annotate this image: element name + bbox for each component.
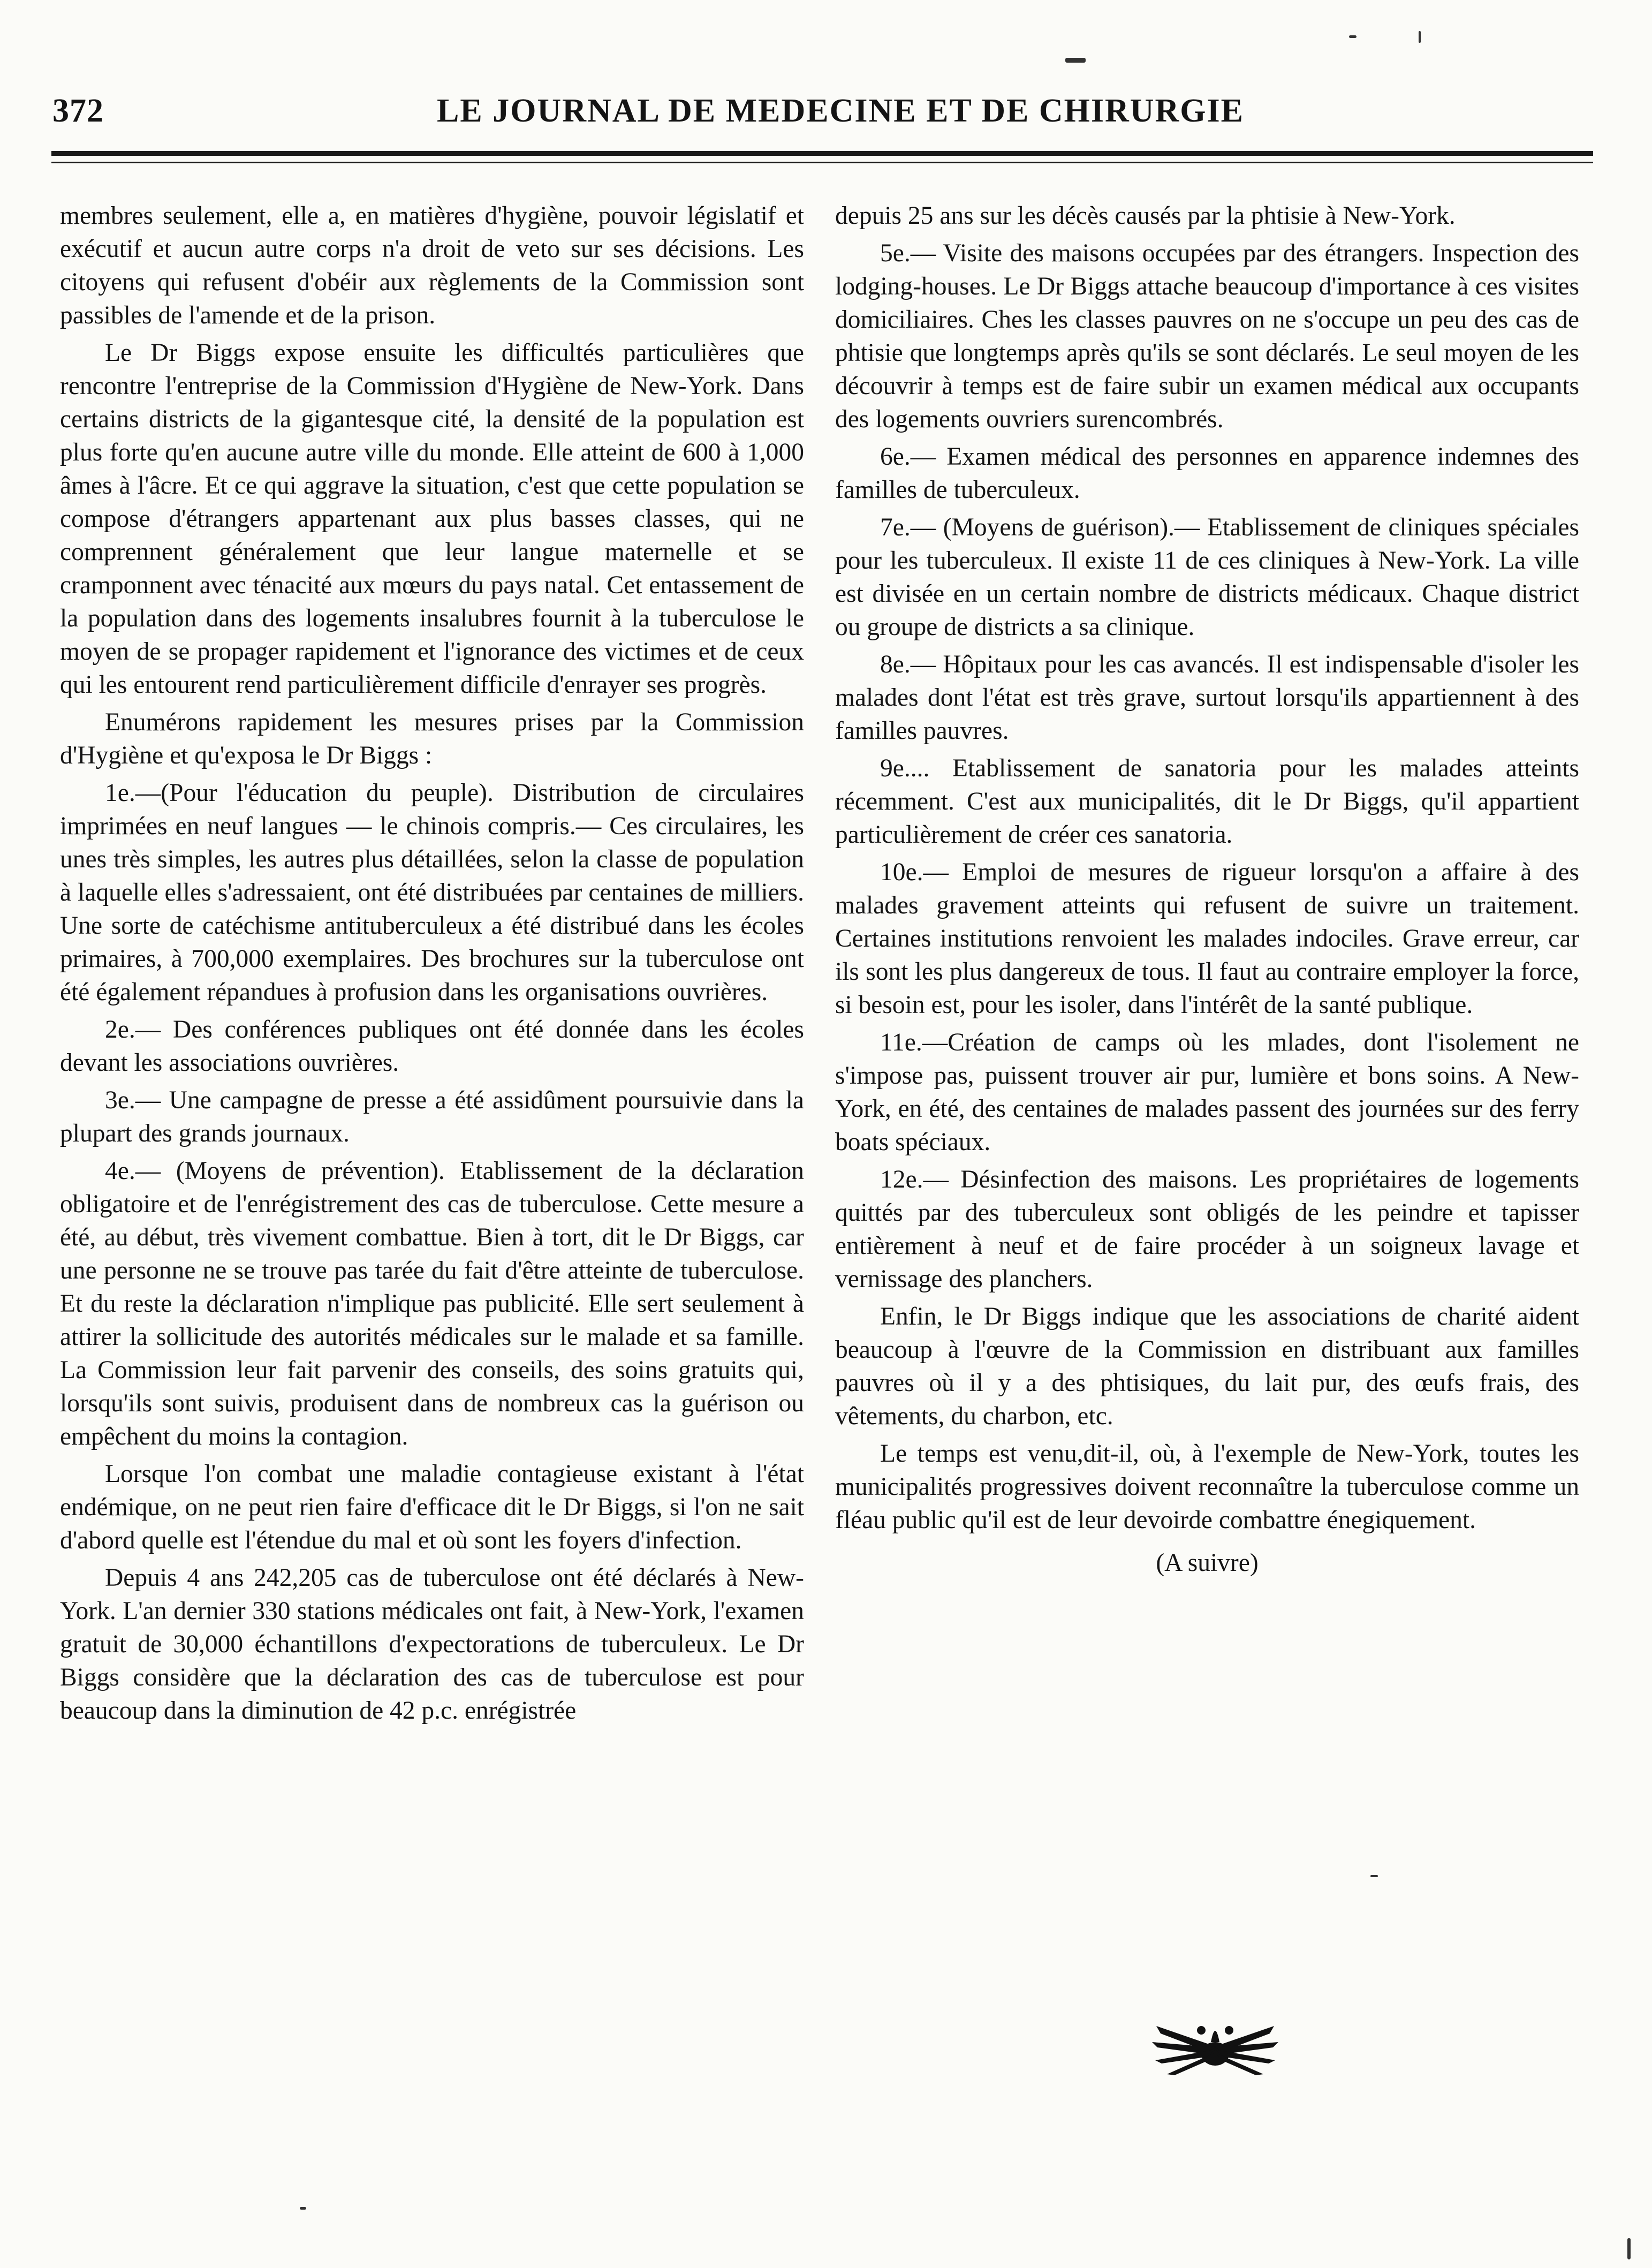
measure-item-4: 4e.— (Moyens de prévention). Etablissement de la déclaration obligatoire et de l'enrégistrement des cas de tuberculose. Cette mesure a été, au début, très vivement combattue. Bien à tort, dit le Dr Biggs, car une personne ne se trouve pas tarée du fait d'être atteinte de tuberculose. Et du reste la déclaration n'implique pas publicité. Elle sert seulement à attirer la sollicitude des autorités médicales sur le malade et sa famille. La Commission leur fait parvenir des conseils, des soins gratuits qui, lorsqu'ils sont suivis, produisent dans de nombreux cas la guérison ou empêchent du moins la contagion. xyxy=(60,1157,804,1450)
body-paragraph: Le Dr Biggs expose ensuite les difficultés particulières que rencontre l'entreprise de la Commission d'Hygiène de New-York. Dans certains districts de la gigantesque cité, la densité de la population est plus forte qu'en aucune autre ville du monde. Elle atteint de 600 à 1,000 âmes à l'âcre. Et ce qui aggrave la situation, c'est que cette population se compose d'étrangers appartenant aux plus basses classes, qui ne comprennent généralement que leur langue maternelle et se cramponnent avec ténacité aux mœurs du pays natal. Cet entassement de la population dans des logements insalubres fournit à la tuberculose le moyen de se propager rapidement et l'ignorance des victimes et de ceux qui les entourent rend particulièrement difficile d'enrayer ses progrès. xyxy=(60,339,804,699)
measure-item-5: 5e.— Visite des maisons occupées par des étrangers. Inspection des lodging-houses. Le Dr Biggs attache beaucoup d'importance à ces visites domiciliaires. Ches les classes pauvres on ne s'occupe un peu des cas de phtisie que longtemps après qu'ils se sont déclarés. Le seul moyen de les découvrir à temps est de faire subir un examen médical aux occupants des logements ouvriers surencombrés. xyxy=(835,239,1579,433)
body-paragraph: Le temps est venu,dit-il, où, à l'exemple de New-York, toutes les municipalités progressives doivent reconnaître la tuberculose comme un fléau public qu'il est de leur devoirde combattre énegiquement. xyxy=(835,1440,1579,1534)
print-speck xyxy=(1627,2238,1631,2259)
measure-item-11: 11e.—Création de camps où les mlades, dont l'isolement ne s'impose pas, puissent trouver air pur, lumière et bons soins. A New-York, en été, des centaines de malades passent des journées sur des ferry boats spéciaux. xyxy=(835,1029,1579,1156)
body-paragraph: Lorsque l'on combat une maladie contagieuse existant à l'état endémique, on ne peut rien faire d'efficace dit le Dr Biggs, si l'on ne sait d'abord quelle est l'étendue du mal et où sont les foyers d'infection. xyxy=(60,1460,804,1554)
measure-item-3: 3e.— Une campagne de presse a été assidûment poursuivie dans la plupart des grands journaux. xyxy=(60,1086,804,1147)
body-paragraph: membres seulement, elle a, en matières d'hygiène, pouvoir législatif et exécutif et aucun autre corps n'a droit de veto sur ses décisions. Les citoyens qui refusent d'obéir aux règlements de la Commission sont passibles de l'amende et de la prison. xyxy=(60,202,804,329)
left-column xyxy=(60,199,804,2180)
measure-item-12: 12e.— Désinfection des maisons. Les propriétaires de logements quittés par des tuberculeux sont obligés de les peindre et tapisser entièrement à neuf et de faire procéder à un soigneux lavage et vernissage des planchers. xyxy=(835,1166,1579,1293)
measure-item-7: 7e.— (Moyens de guérison).— Etablissement de cliniques spéciales pour les tuberculeux. Il existe 11 de ces cliniques à New-York. La ville est divisée en un certain nombre de districts médicaux. Chaque district ou groupe de districts a sa clinique. xyxy=(835,513,1579,641)
measure-item-2: 2e.— Des conférences publiques ont été donnée dans les écoles devant les associations ouvrières. xyxy=(60,1016,804,1077)
measure-item-8: 8e.— Hôpitaux pour les cas avancés. Il est indispensable d'isoler les malades dont l'état est très grave, surtout lorsqu'ils appartiennent à des familles pauvres. xyxy=(835,651,1579,745)
journal-running-head: LE JOURNAL DE MEDECINE ET DE CHIRURGIE xyxy=(437,93,1244,129)
measure-item-9: 9e.... Etablissement de sanatoria pour les malades atteints récemment. C'est aux municipalités, dit le Dr Biggs, qu'il appartient particulièrement de créer ces sanatoria. xyxy=(835,754,1579,849)
measure-item-10: 10e.— Emploi de mesures de rigueur lorsqu'on a affaire à des malades gravement atteints qui refusent de suivre un traitement. Certaines institutions renvoient les malades indociles. Grave erreur, car ils sont les plus dangereux de tous. Il faut au contraire employer la force, si besoin est, pour les isoler, dans l'intérêt de la santé publique. xyxy=(835,858,1579,1019)
print-speck xyxy=(300,2207,306,2210)
body-paragraph: Depuis 4 ans 242,205 cas de tuberculose ont été déclarés à New-York. L'an dernier 330 stations médicales ont fait, à New-York, l'examen gratuit de 30,000 échantillons d'expectorations de tuberculeux. Le Dr Biggs considère que la déclaration des cas de tuberculose est pour beaucoup dans la diminution de 42 p.c. enrégistrée xyxy=(60,1564,804,1725)
measure-item-1: 1e.—(Pour l'éducation du peuple). Distribution de circulaires imprimées en neuf langues — le chinois compris.— Ces circulaires, les unes très simples, les autres plus détaillées, selon la classe de population à laquelle elles s'adressaient, ont été distribuées par centaines de milliers. Une sorte de catéchisme antituberculeux a été distribué dans les écoles primaires, à 700,000 exemplaires. Des brochures sur la tuberculose ont été également répandues à profusion dans les organisations ouvrières. xyxy=(60,779,804,1006)
print-speck xyxy=(1065,58,1086,63)
body-paragraph: Enfin, le Dr Biggs indique que les associations de charité aident beaucoup à l'œuvre de la Commission en distribuant aux familles pauvres où il y a des phtisiques, du lait pur, des œufs frais, des vêtements, du charbon, etc. xyxy=(835,1303,1579,1430)
print-speck xyxy=(1370,1875,1378,1877)
fleuron-ornament-icon xyxy=(1146,2014,1285,2078)
right-column xyxy=(835,199,1579,2180)
header-rule-thick xyxy=(51,151,1593,156)
print-speck xyxy=(1349,35,1357,38)
measure-item-6: 6e.— Examen médical des personnes en apparence indemnes des familles de tuberculeux. xyxy=(835,443,1579,504)
body-paragraph: Enumérons rapidement les mesures prises par la Commission d'Hygiène et qu'exposa le Dr Biggs : xyxy=(60,708,804,769)
print-speck xyxy=(1419,31,1421,43)
body-paragraph: depuis 25 ans sur les décès causés par la phtisie à New-York. xyxy=(835,202,1456,230)
continuation-note: (A suivre) xyxy=(1156,1549,1259,1577)
header-rule-thin xyxy=(51,162,1593,163)
page-number: 372 xyxy=(52,93,104,129)
